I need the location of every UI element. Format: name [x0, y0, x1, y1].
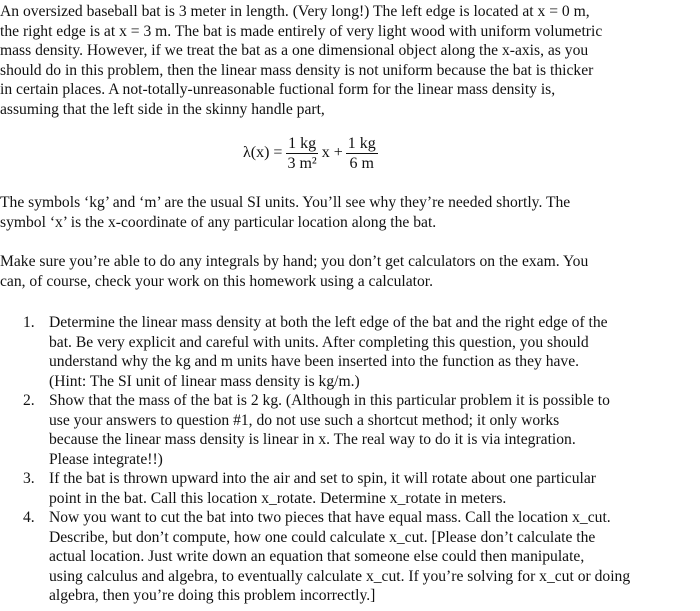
text-line: because the linear mass density is linear in x. The real way to do it is via integration. [49, 431, 576, 448]
text-line: If the bat is thrown upward into the air and set to spin, it will rotate about one particular [49, 470, 596, 487]
units-paragraph [0, 193, 700, 232]
linear-density-equation [243, 131, 381, 175]
text-line: Determine the linear mass density at both the left edge of the bat and the right edge of the [49, 314, 608, 331]
fraction-2 [346, 134, 378, 173]
equation-middle: x + [321, 144, 343, 162]
equation-lhs: λ(x) = [243, 144, 283, 162]
integrals-paragraph [0, 252, 700, 291]
text-line: actual location. Just write down an equation that someone else could then manipulate, [49, 548, 585, 565]
question-number: 2. [23, 392, 35, 409]
text-line: using calculus and algebra, to eventually calculate x_cut. If you’re solving for x_cut or doing [49, 567, 631, 585]
text-line: Please integrate!!) [49, 450, 163, 468]
text-line: should do in this problem, then the linear mass density is not uniform because the bat is thicker [0, 61, 594, 79]
fraction-1-denominator: 3 m² [287, 154, 317, 172]
text-line: algebra, then you’re doing this problem incorrectly.] [49, 587, 376, 604]
fraction-2-denominator: 6 m [349, 154, 374, 172]
intro-paragraph [0, 2, 700, 119]
fraction-1 [285, 134, 318, 173]
question-number: 1. [23, 314, 35, 331]
question-3 [0, 469, 700, 508]
text-line: use your answers to question #1, do not use such a shortcut method; it only works [49, 411, 560, 429]
fraction-2-numerator: 1 kg [347, 134, 376, 152]
question-2 [0, 391, 700, 469]
question-number: 4. [23, 509, 35, 526]
text-line: mass density. However, if we treat the bat as a one dimensional object along the x-axis, as you [0, 42, 589, 59]
text-line: the right edge is at x = 3 m. The bat is made entirely of very light wood with uniform volumetric [0, 22, 603, 40]
text-line: in certain places. A not-totally-unreasonable fuctional form for the linear mass density is, [0, 81, 556, 98]
text-line: (Hint: The SI unit of linear mass density is kg/m.) [49, 372, 360, 390]
fraction-1-numerator: 1 kg [288, 134, 317, 152]
text-line: Show that the mass of the bat is 2 kg. (Although in this particular problem it is possible to [49, 392, 610, 409]
text-line: assuming that the left side in the skinny handle part, [0, 100, 325, 118]
text-line: understand why the kg and m units have been inserted into the function as they have. [49, 353, 580, 370]
text-line: bat. Be very explicit and careful with units. After completing this question, you should [49, 333, 589, 351]
question-4 [0, 508, 700, 606]
text-line: point in the bat. Call this location x_rotate. Determine x_rotate in meters. [49, 489, 507, 507]
text-line: Describe, but don’t compute, how one could calculate x_cut. [Please don’t calculate the [49, 528, 596, 546]
question-list [0, 313, 700, 606]
text-line: Make sure you’re able to do any integrals by hand; you don’t get calculators on the exam. You [0, 253, 589, 270]
text-line: can, of course, check your work on this homework using a calculator. [0, 272, 434, 290]
text-line: The symbols ‘kg’ and ‘m’ are the usual SI units. You’ll see why they’re needed shortly. The [0, 194, 571, 211]
text-line: symbol ‘x’ is the x-coordinate of any particular location along the bat. [0, 213, 437, 231]
text-line: An oversized baseball bat is 3 meter in length. (Very long!) The left edge is located at x = 0 m, [0, 3, 590, 20]
question-1 [0, 313, 700, 391]
text-line: Now you want to cut the bat into two pieces that have equal mass. Call the location x_cut. [49, 509, 611, 526]
question-number: 3. [23, 470, 35, 487]
